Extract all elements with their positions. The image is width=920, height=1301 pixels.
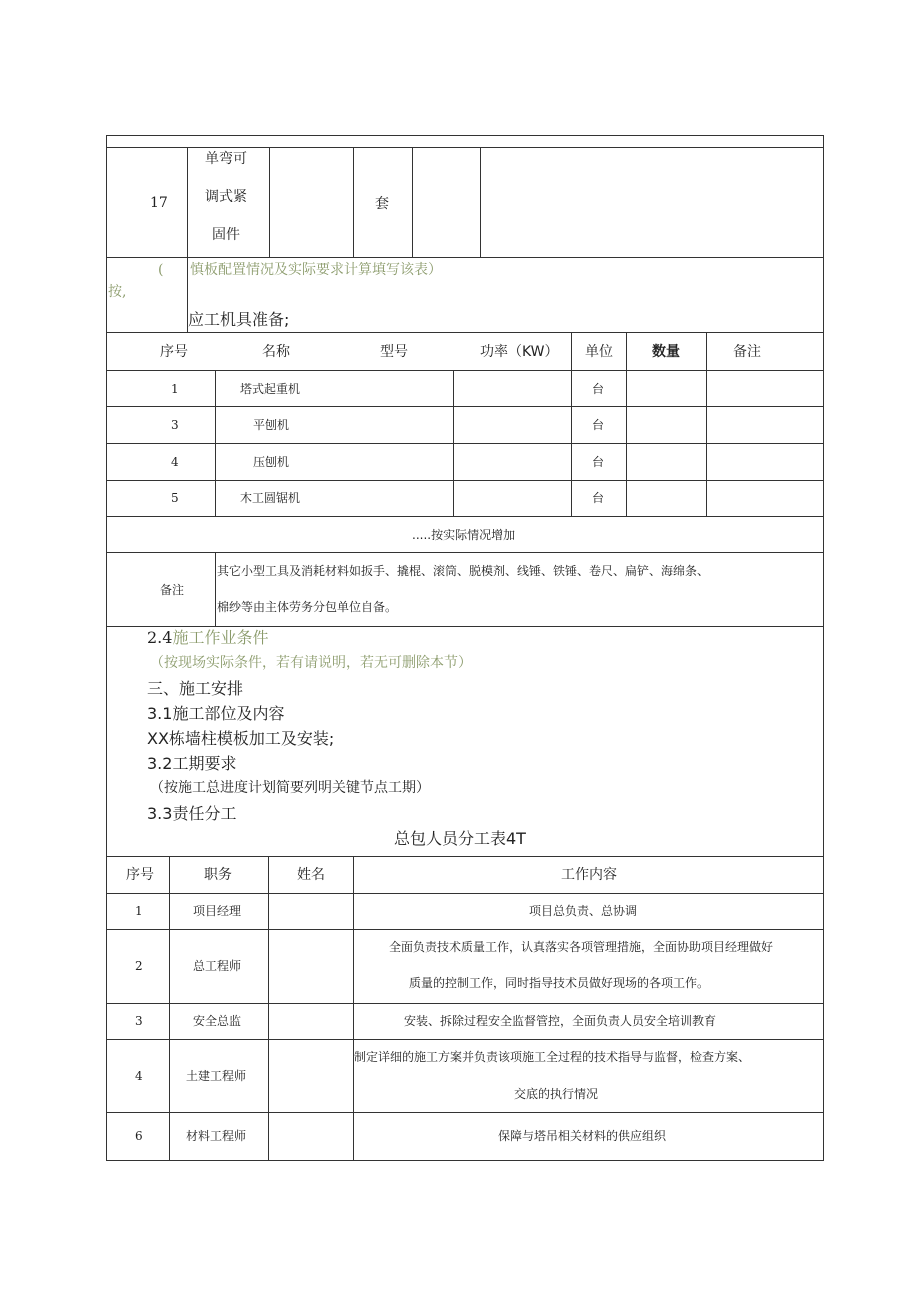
row17-number: 17 — [150, 195, 168, 211]
row17-name-line1: 单弯可 — [205, 151, 247, 167]
staff-table-title: 总包人员分工表4T — [394, 829, 526, 848]
row-divider — [106, 147, 824, 148]
row-divider — [106, 332, 824, 333]
col-divider — [169, 856, 170, 1161]
staff-row-num: 3 — [135, 1014, 143, 1028]
staff-row-role: 项目经理 — [193, 904, 242, 918]
tools-remark-label: 备注 — [160, 583, 185, 597]
staff-header-num: 序号 — [126, 867, 154, 883]
row-divider — [106, 552, 824, 553]
tools-header-remark: 备注 — [733, 344, 761, 360]
staff-row-role: 土建工程师 — [186, 1069, 247, 1083]
row-divider — [106, 1112, 824, 1113]
staff-row-work-line1: 制定详细的施工方案并负责该项施工全过程的技术指导与监督，检查方案、 — [354, 1050, 751, 1064]
staff-row-role: 安全总监 — [193, 1014, 242, 1028]
tool-row-num: 3 — [171, 418, 179, 432]
tool-row-unit: 台 — [592, 418, 605, 432]
section-3-heading: 三、施工安排 — [147, 679, 244, 698]
col-divider — [353, 856, 354, 1161]
section-2-4-heading — [147, 630, 268, 646]
row17-unit: 套 — [375, 196, 389, 212]
tools-remark-line1: 其它小型工具及消耗材料如扳手、撬棍、滚筒、脱模剂、线锤、铁锤、卷尺、扁铲、海绵条、 — [217, 564, 710, 578]
row-divider — [106, 257, 824, 258]
staff-row-work: 保障与塔吊相关材料的供应组织 — [498, 1129, 667, 1143]
row-divider — [106, 856, 824, 857]
tool-row-name: 木工圆锯机 — [240, 491, 301, 505]
section-3-2-note: （按施工总进度计划简要列明关键节点工期） — [150, 780, 430, 796]
staff-row-role: 总工程师 — [193, 959, 242, 973]
tool-row-unit: 台 — [592, 491, 605, 505]
col-divider — [412, 147, 413, 257]
section-3-1-heading: 3.1施工部位及内容 — [147, 704, 285, 723]
row-divider — [106, 1003, 824, 1004]
tool-row-unit: 台 — [592, 455, 605, 469]
col-divider — [268, 856, 269, 1161]
tool-row-num: 4 — [171, 455, 179, 469]
tool-row-name: 平刨机 — [253, 418, 290, 432]
tool-row-name: 压刨机 — [253, 455, 290, 469]
row-divider — [106, 626, 824, 627]
tools-header-unit: 单位 — [585, 344, 613, 360]
staff-row-num: 1 — [135, 904, 143, 918]
col-divider — [215, 552, 216, 626]
tools-remark-line2: 棉纱等由主体劳务分包单位自备。 — [217, 600, 398, 614]
staff-row-work: 安装、拆除过程安全监督管控，全面负责人员安全培训教育 — [404, 1014, 717, 1028]
tool-row-num: 1 — [171, 382, 179, 396]
staff-row-work-line1: 全面负责技术质量工作，认真落实各项管理措施，全面协助项目经理做好 — [389, 940, 774, 954]
section-3-1-text: XX栋墙柱模板加工及安装; — [147, 729, 335, 748]
col-divider — [187, 147, 188, 257]
document-frame — [106, 135, 824, 1161]
tool-row-name: 塔式起重机 — [240, 382, 301, 396]
staff-header-role: 职务 — [204, 867, 232, 883]
staff-row-work: 项目总负责、总协调 — [529, 904, 638, 918]
row-divider — [106, 406, 824, 407]
row-divider — [106, 929, 824, 930]
staff-row-num: 6 — [135, 1129, 143, 1143]
note-label: 按, — [108, 284, 127, 300]
staff-row-num: 2 — [135, 959, 143, 973]
tool-row-num: 5 — [171, 491, 179, 505]
row-divider — [106, 893, 824, 894]
staff-row-role: 材料工程师 — [186, 1129, 247, 1143]
row-divider — [106, 443, 824, 444]
row17-name-line2: 调式紧 — [205, 189, 247, 205]
col-divider — [706, 332, 707, 516]
col-divider — [571, 332, 572, 516]
tools-header-model: 型号 — [380, 344, 408, 360]
section-3-2-heading: 3.2工期要求 — [147, 754, 237, 773]
note-paren: ( — [158, 262, 164, 278]
tools-header-power: 功率（KW） — [480, 344, 559, 360]
section-3-3-heading: 3.3责任分工 — [147, 804, 237, 823]
tools-add-more: .....按实际情况增加 — [412, 528, 516, 542]
tools-header-qty: 数量 — [652, 344, 680, 360]
tools-title: 应工机具准备; — [188, 310, 290, 329]
col-divider — [626, 332, 627, 516]
tools-header-num: 序号 — [160, 344, 188, 360]
section-2-4-title: 施工作业条件 — [172, 628, 269, 647]
staff-header-name: 姓名 — [297, 867, 325, 883]
col-divider — [480, 147, 481, 257]
col-divider — [269, 147, 270, 257]
tools-header-name: 名称 — [262, 344, 290, 360]
section-2-4-number: 2.4 — [147, 628, 173, 647]
row-divider — [106, 480, 824, 481]
row-divider — [106, 1039, 824, 1040]
row17-name-line3: 固件 — [212, 227, 240, 243]
tool-row-unit: 台 — [592, 382, 605, 396]
note-text: 慎板配置情况及实际要求计算填写该表） — [190, 262, 442, 278]
staff-row-work-line2: 交底的执行情况 — [514, 1087, 599, 1101]
section-2-4-note: （按现场实际条件，若有请说明，若无可删除本节） — [150, 655, 472, 671]
staff-row-work-line2: 质量的控制工作，同时指导技术员做好现场的各项工作。 — [409, 976, 710, 990]
row-divider — [106, 516, 824, 517]
col-divider — [353, 147, 354, 257]
staff-header-work: 工作内容 — [561, 867, 617, 883]
row-divider — [106, 370, 824, 371]
staff-row-num: 4 — [135, 1069, 143, 1083]
